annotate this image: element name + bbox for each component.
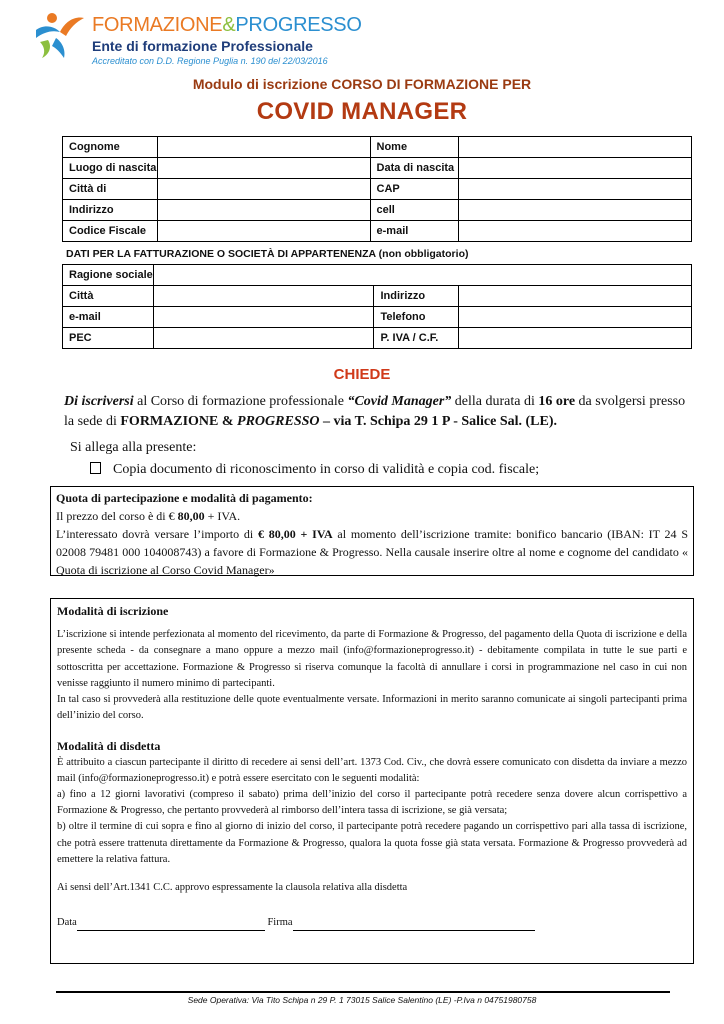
fee-line-1: [56, 507, 688, 525]
fee-line-2: [56, 525, 688, 579]
form-field-input[interactable]: [459, 200, 692, 221]
form-field-input[interactable]: [157, 179, 370, 200]
form-field-input[interactable]: [459, 328, 692, 349]
course-title: COVID MANAGER: [256, 98, 468, 125]
field-label: Città di: [63, 179, 158, 200]
request-text-7: FORMAZIONE &: [120, 414, 238, 429]
field-label: Indirizzo: [63, 200, 158, 221]
personal-data-table: [62, 136, 692, 242]
field-label: cell: [370, 200, 459, 221]
request-text-9: – via T. Schipa 29 1 P - Salice Sal. (LE).: [319, 414, 558, 429]
table-row: [63, 158, 692, 179]
form-field-input[interactable]: [459, 137, 692, 158]
table-row: [63, 328, 692, 349]
registration-terms-text-2: In tal caso si provvederà alla restituzione delle quote eventualmente versate. Informazioni in merito saranno comunicate ai singoli partecipanti prima dell’inizio del corso.: [57, 694, 687, 722]
field-label: Luogo di nascita: [63, 158, 158, 179]
form-field-input[interactable]: [153, 265, 691, 286]
field-label: Nome: [370, 137, 459, 158]
field-label: Indirizzo: [374, 286, 459, 307]
field-label: Città: [63, 286, 154, 307]
fee-text-1a: Il prezzo del corso è di €: [56, 509, 178, 523]
checkbox-icon[interactable]: [90, 462, 101, 474]
request-text-5: 16 ore: [538, 394, 576, 409]
table-row: [63, 179, 692, 200]
table-row: [63, 221, 692, 242]
field-label: e-mail: [63, 307, 154, 328]
field-label: Telefono: [374, 307, 459, 328]
field-label: Data di nascita: [370, 158, 459, 179]
request-text-6: da svolgersi presso la sede di: [64, 394, 686, 429]
table-row: [63, 137, 692, 158]
form-field-input[interactable]: [459, 286, 692, 307]
request-text-4: della durata di: [451, 394, 539, 409]
signature-line: [57, 914, 687, 931]
module-title: Modulo di iscrizione CORSO DI FORMAZIONE PER: [192, 76, 532, 92]
request-text-8: PROGRESSO: [237, 414, 320, 429]
billing-heading: DATI PER LA FATTURAZIONE O SOCIETÀ DI APPARTENENZA (non obbligatorio): [66, 248, 469, 260]
field-label: Codice Fiscale: [63, 221, 158, 242]
form-field-input[interactable]: [459, 221, 692, 242]
form-field-input[interactable]: [153, 286, 374, 307]
date-field[interactable]: [77, 914, 265, 931]
field-label: PEC: [63, 328, 154, 349]
fee-text-2c: al momento dell’iscrizione tramite: bonifico bancario (IBAN: IT 24 S 02008 79481 000 104008743) a favore di Formazione & Progresso. Nella causale inserire oltre al nome e cognome del candidato « Quota di iscrizione al Corso Covid Manager»: [56, 527, 689, 577]
brand-part1: FORMAZIONE: [92, 14, 223, 36]
fee-text-1b: 80,00: [177, 509, 205, 523]
registration-terms-heading: Modalità di iscrizione: [57, 604, 169, 618]
footer-divider: [56, 991, 670, 993]
signature-field[interactable]: [293, 914, 535, 931]
cancellation-option-b: b) oltre il termine di cui sopra e fino al giorno di inizio del corso, il partecipante potrà recedere pagando un corrispettivo pari alla tassa di iscrizione, che potrà essere trattenuta direttamente da Formazione & Progresso, qualora la quota fosse già stata versata. Formazione & Progresso provvederà ad emettere la relativa fattura.: [57, 821, 687, 865]
fee-box: [50, 486, 694, 576]
form-field-input[interactable]: [459, 158, 692, 179]
billing-data-table: [62, 264, 692, 349]
field-label: P. IVA / C.F.: [374, 328, 459, 349]
form-field-input[interactable]: [153, 328, 374, 349]
cancellation-terms-heading: Modalità di disdetta: [57, 739, 161, 754]
fee-text-1c: + IVA.: [204, 509, 241, 523]
fee-text-2a: L’interessato dovrà versare l’importo di: [56, 527, 259, 541]
request-text-2: al Corso di formazione professionale: [133, 394, 348, 409]
table-row: [63, 307, 692, 328]
field-label: Ragione sociale: [63, 265, 154, 286]
footer-address: Sede Operativa: Via Tito Schipa n 29 P. 1 73015 Salice Salentino (LE) -P.Iva n 04751980758: [187, 995, 537, 1005]
table-row: [63, 286, 692, 307]
form-field-input[interactable]: [157, 200, 370, 221]
table-row: [63, 200, 692, 221]
cancellation-terms-text: È attribuito a ciascun partecipante il diritto di recedere ai sensi dell’art. 1373 Cod. Civ., che dovrà essere comunicato con disdetta da inviare a mezzo mail (info@formazioneprogresso.it) e potrà essere esercitato con le seguenti modalità:: [57, 756, 687, 784]
field-label: Cognome: [63, 137, 158, 158]
brand-logo-icon: [30, 10, 86, 60]
attachment-item: [90, 462, 539, 478]
form-field-input[interactable]: [153, 307, 374, 328]
terms-box: [50, 598, 694, 964]
date-label: Data: [57, 917, 77, 929]
attachment-item-label: Copia documento di riconoscimento in corso di validità e copia cod. fiscale;: [113, 462, 540, 477]
accreditation-note: Accreditato con D.D. Regione Puglia n. 190 del 22/03/2016: [92, 56, 328, 66]
request-paragraph: [64, 392, 694, 432]
attachment-intro: Si allega alla presente:: [70, 440, 197, 455]
form-field-input[interactable]: [157, 221, 370, 242]
registration-terms-text: L’iscrizione si intende perfezionata al momento del ricevimento, da parte di Formazione & Progresso, del pagamento della Quota di iscrizione e della presente scheda - da consegnare a mano oppure a mezzo mail (info@formazioneprogresso.it) - debitamente compilata in tutte le sue parti e sottoscritta per accettazione. Formazione & Progresso si riserva comunque la facoltà di annullare i corsi in programmazione nel caso in cui non venisse raggiunto il numero minimo di partecipanti.: [57, 629, 687, 689]
request-heading: CHIEDE: [333, 366, 391, 383]
brand-amp: &: [222, 14, 236, 36]
form-field-input[interactable]: [459, 179, 692, 200]
field-label: e-mail: [370, 221, 459, 242]
field-label: CAP: [370, 179, 459, 200]
brand-part2: PROGRESSO: [235, 14, 362, 36]
fee-heading: Quota di partecipazione e modalità di pagamento:: [56, 491, 313, 505]
form-field-input[interactable]: [157, 137, 370, 158]
fee-text-2b: € 80,00 + IVA: [258, 527, 333, 541]
signature-label: Firma: [267, 917, 293, 929]
form-field-input[interactable]: [157, 158, 370, 179]
request-text-3: “Covid Manager”: [347, 394, 452, 409]
brand-subtitle: Ente di formazione Professionale: [92, 38, 313, 54]
form-field-input[interactable]: [459, 307, 692, 328]
request-text-1: Di iscriversi: [64, 394, 134, 409]
table-row: [63, 265, 692, 286]
brand-name: [92, 14, 362, 36]
approval-clause: Ai sensi dell’Art.1341 C.C. approvo espressamente la clausola relativa alla disdetta: [57, 882, 408, 894]
cancellation-option-a: a) fino a 12 giorni lavorativi (compreso il sabato) prima dell’inizio del corso il partecipante potrà recedere senza dovere alcun corrispettivo a Formazione & Progresso, che pertanto provvederà al rimborso dell’intera tassa di iscrizione, se già versata;: [57, 789, 687, 817]
